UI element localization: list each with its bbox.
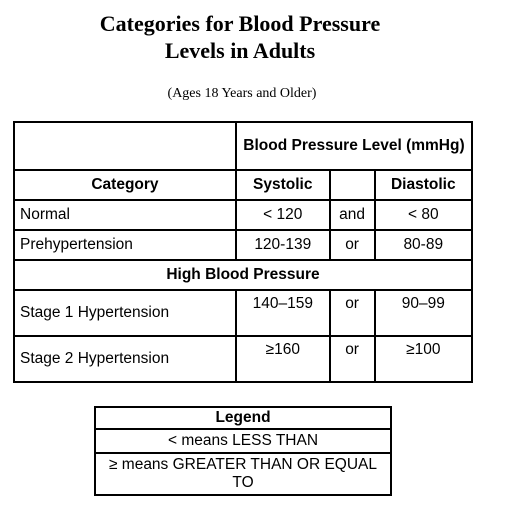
systolic-cell: < 120 bbox=[236, 200, 330, 230]
legend-less-than: < means LESS THAN bbox=[95, 429, 391, 453]
category-cell: Normal bbox=[14, 200, 236, 230]
category-header: Category bbox=[14, 170, 236, 200]
systolic-header: Systolic bbox=[236, 170, 330, 200]
table-row bbox=[14, 230, 472, 260]
diastolic-cell: 90–99 bbox=[375, 290, 472, 336]
diastolic-cell: < 80 bbox=[375, 200, 472, 230]
header-row-level bbox=[14, 122, 472, 170]
category-cell: Prehypertension bbox=[14, 230, 236, 260]
diastolic-header: Diastolic bbox=[375, 170, 472, 200]
legend-greater-equal: ≥ means GREATER THAN OR EQUAL TO bbox=[95, 453, 391, 495]
legend-item bbox=[95, 453, 391, 495]
systolic-cell: 120-139 bbox=[236, 230, 330, 260]
category-cell: Stage 1 Hypertension bbox=[14, 290, 236, 336]
connector-cell: or bbox=[330, 230, 375, 260]
connector-cell: or bbox=[330, 290, 375, 336]
connector-header bbox=[330, 170, 375, 200]
category-cell: Stage 2 Hypertension bbox=[14, 336, 236, 382]
legend-header-row bbox=[95, 407, 391, 429]
legend-title: Legend bbox=[95, 407, 391, 429]
section-row bbox=[14, 260, 472, 290]
legend-table bbox=[94, 406, 392, 496]
table-row bbox=[14, 290, 472, 336]
blood-pressure-table bbox=[13, 121, 473, 383]
title-line-1: Categories for Blood Pressure bbox=[99, 11, 381, 36]
connector-cell: and bbox=[330, 200, 375, 230]
page-title bbox=[0, 10, 480, 64]
systolic-cell: 140–159 bbox=[236, 290, 330, 336]
legend-item bbox=[95, 429, 391, 453]
diastolic-cell: ≥100 bbox=[375, 336, 472, 382]
connector-cell: or bbox=[330, 336, 375, 382]
diastolic-cell: 80-89 bbox=[375, 230, 472, 260]
title-line-2: Levels in Adults bbox=[164, 38, 316, 63]
table-row bbox=[14, 200, 472, 230]
systolic-cell: ≥160 bbox=[236, 336, 330, 382]
header-row-columns bbox=[14, 170, 472, 200]
empty-header-cell bbox=[14, 122, 236, 170]
level-header: Blood Pressure Level (mmHg) bbox=[236, 122, 472, 170]
high-blood-pressure-heading: High Blood Pressure bbox=[14, 260, 472, 290]
age-subtitle: (Ages 18 Years and Older) bbox=[167, 86, 317, 101]
table-row bbox=[14, 336, 472, 382]
